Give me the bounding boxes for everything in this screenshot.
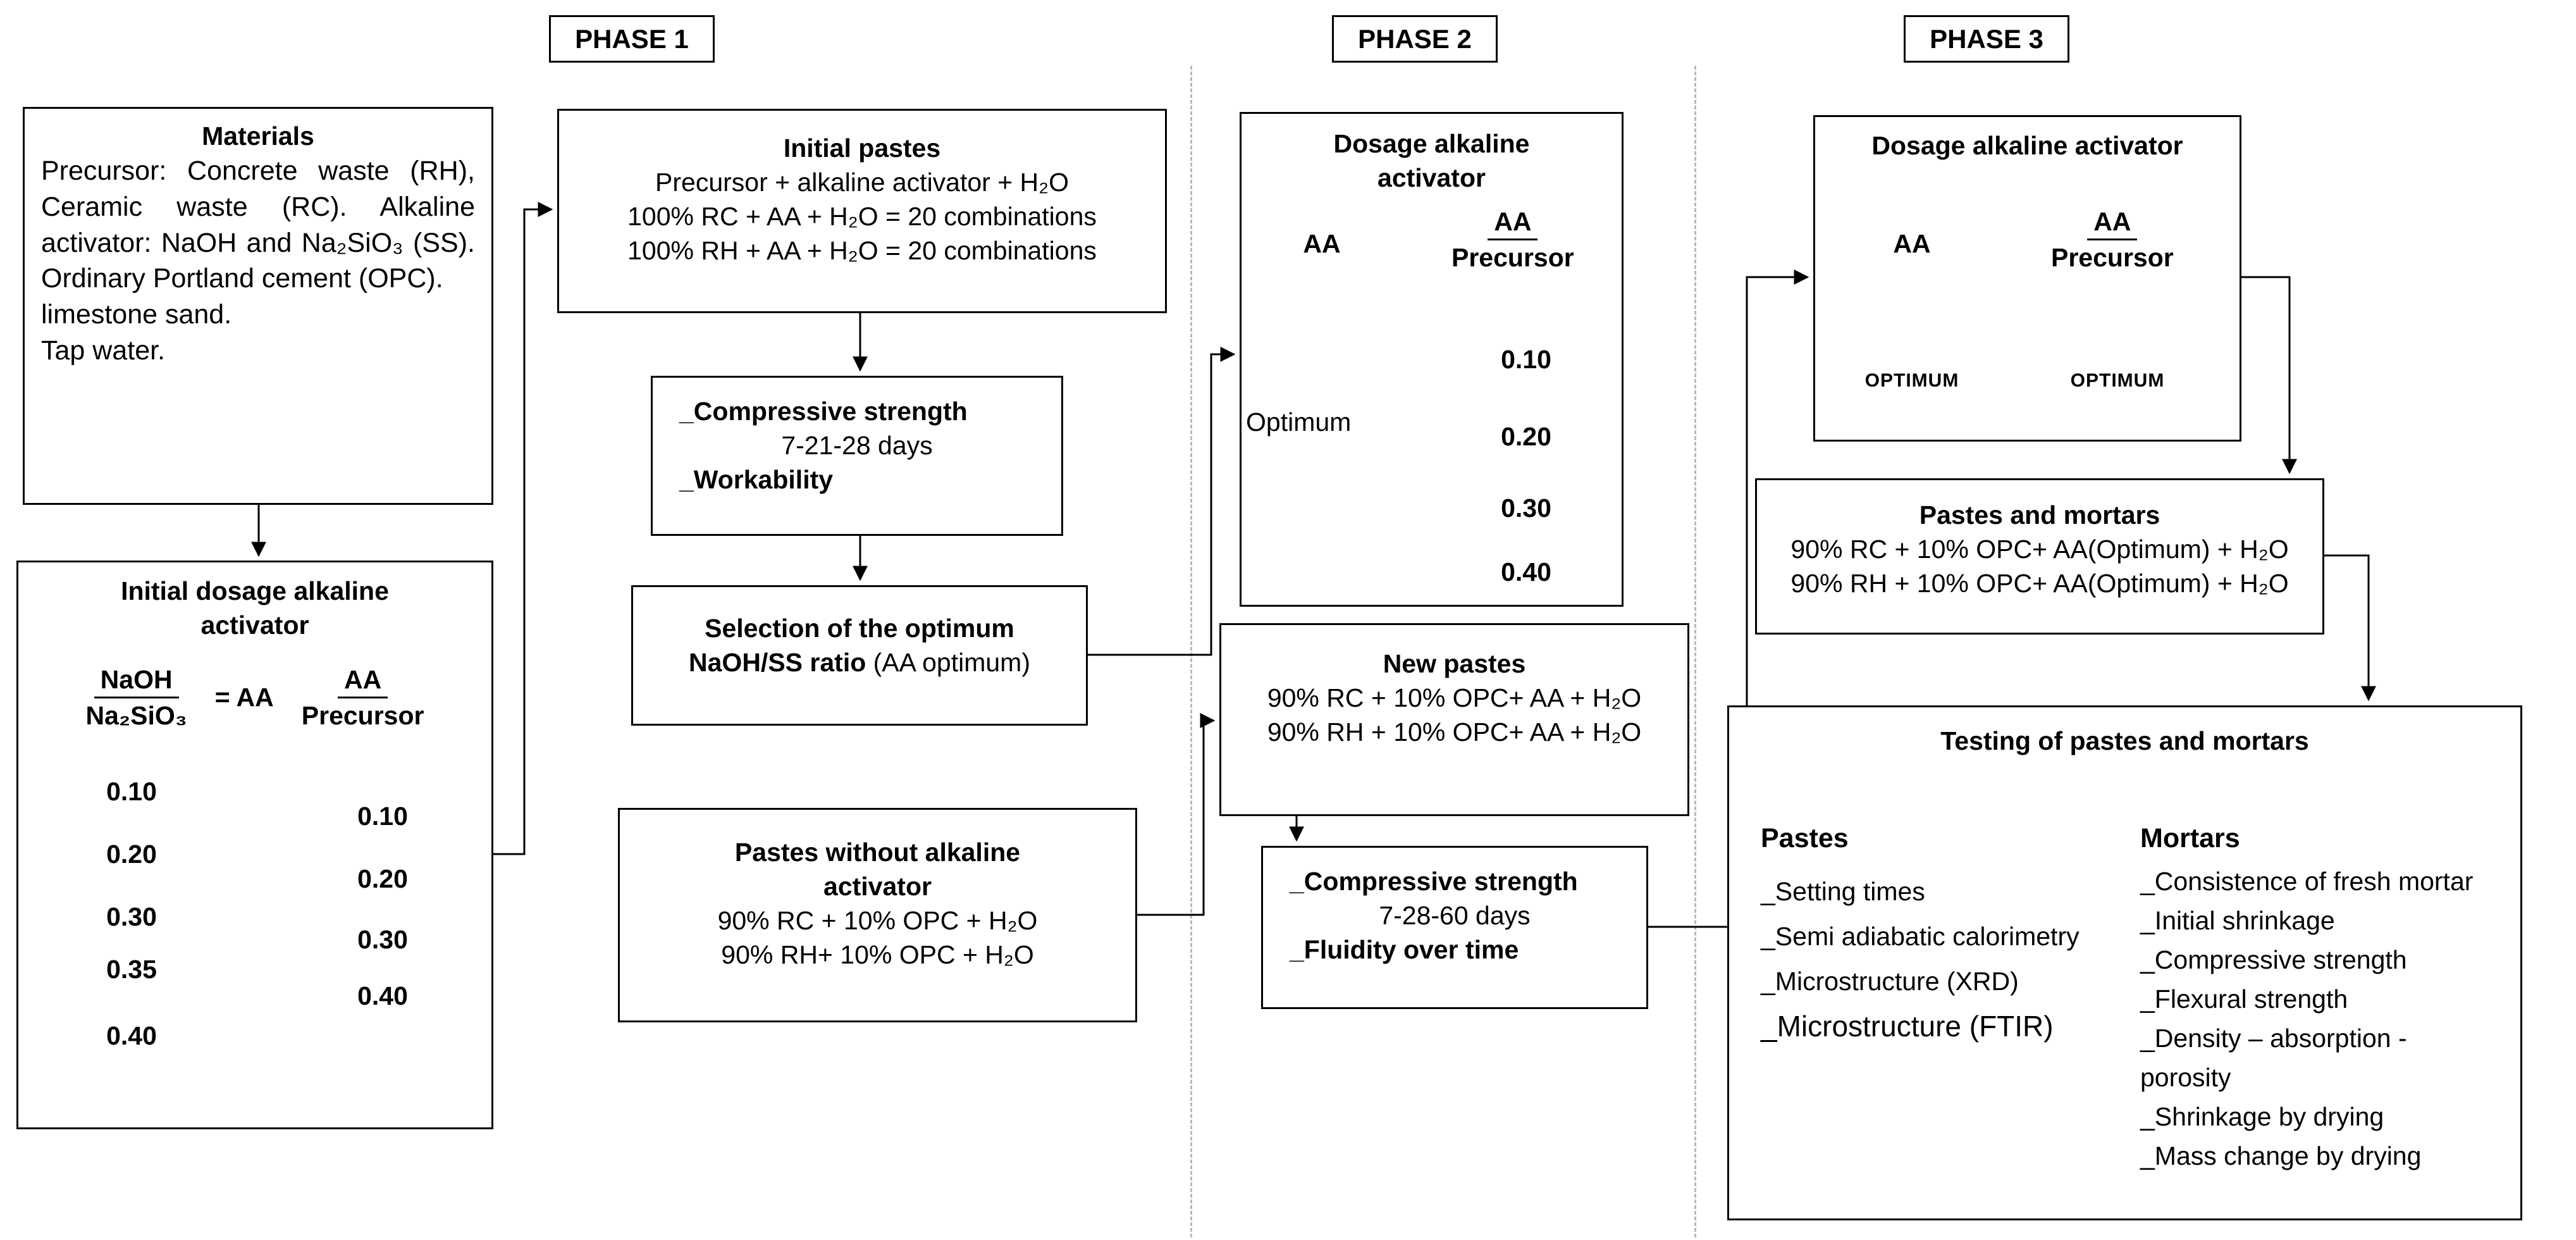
fraction-numerator: AA [2087,206,2137,240]
pastes-without-activator-box [618,808,1137,1022]
ratio-value: 0.10 [357,802,408,831]
text-line: 90% RH + 10% OPC+ AA(Optimum) + H₂O [1790,569,2289,598]
dosage3-optimum-label-ratio: OPTIMUM [2070,370,2165,391]
fraction-aa-precursor [1451,206,1574,273]
text-line: 100% RC + AA + H₂O = 20 combinations [627,202,1097,231]
strength1-box [651,376,1063,536]
new-pastes-title: New pastes [1383,649,1526,678]
testing-mortars-column [2140,821,2485,1175]
testing-mortars-items [2140,862,2485,1175]
selection-line1: Selection of the optimum [705,614,1014,643]
ratio-value: 0.35 [106,955,157,984]
formula-equals-aa: = AA [214,683,274,712]
testing-pastes-header: Pastes [1761,823,1849,853]
pastes-without-title: Pastes without alkaline activator [734,838,1021,901]
new-pastes-box [1219,623,1689,816]
phase2-header-text: PHASE 2 [1358,23,1472,54]
dosage3-optimum-label-aa: OPTIMUM [1864,370,1959,391]
phase2-header [1332,15,1498,63]
testing-item: _Mass change by drying [2140,1141,2422,1170]
testing-item: _Setting times [1761,877,1925,906]
fraction-naoh-na2sio3 [86,664,187,731]
text-line: 90% RC + 10% OPC+ AA + H₂O [1267,683,1642,712]
testing-item: _Semi adiabatic calorimetry [1761,922,2080,951]
materials-body-text: Precursor: Concrete waste (RH), Ceramic waste (RC). Alkaline activator: NaOH and Na₂SiO₃ (SS). Ordinary Portland cement (OPC). [41,156,475,294]
fraction-denominator: Na₂SiO₃ [85,701,187,730]
testing-item: _Shrinkage by drying [2140,1102,2384,1131]
ratio-value: 0.10 [106,777,157,806]
dosage2-optimum-label: Optimum [1246,407,1352,437]
testing-item: _Initial shrinkage [2140,906,2335,935]
arrow-pastes-mortars-to-testing [2324,555,2369,700]
selection-line2 [633,645,1086,679]
testing-title: Testing of pastes and mortars [1940,726,2309,755]
ratio-value: 0.20 [1501,422,1551,451]
dosage3-aa-label: AA [1893,229,1931,258]
strength2-fluidity-line: _Fluidity over time [1290,935,1519,964]
testing-item: _Microstructure (FTIR) [1761,1010,2054,1043]
testing-item: _Microstructure (XRD) [1761,967,2019,996]
text-line: 90% RH + 10% OPC+ AA + H₂O [1267,717,1642,747]
arrow-pastes-without-to-new-pastes [1137,721,1214,915]
fraction-denominator: Precursor [2051,243,2174,272]
initial-pastes-title: Initial pastes [783,133,941,163]
text-line: Precursor + alkaline activator + H₂O [655,168,1069,197]
initial-pastes-box [557,109,1167,313]
dosage2-aa-precursor-fraction [1451,204,1574,273]
materials-box [23,107,493,505]
initial-dosage-title: Initial dosage alkaline activator [121,576,389,640]
ratio-value: 0.40 [106,1021,157,1050]
fraction-denominator: Precursor [301,701,424,730]
ratio-value: 0.40 [357,981,408,1010]
arrow-initial-dosage-to-initial-pastes [493,209,552,854]
materials-title: Materials [202,121,314,151]
pastes-without-lines [620,903,1135,972]
text-line: 90% RH+ 10% OPC + H₂O [721,940,1034,969]
strength2-box [1261,846,1648,1009]
ratio-value: 0.40 [1501,557,1551,586]
pastes-mortars-title: Pastes and mortars [1919,500,2160,530]
arrow-selection-to-dosage2 [1088,354,1234,655]
testing-mortars-header: Mortars [2140,823,2240,853]
strength1-days-line: 7-21-28 days [781,431,933,460]
phase-separator-1 [1190,66,1192,1237]
phase3-header [1904,15,2069,63]
testing-columns [1729,821,2520,1175]
strength2-compressive-line: _Compressive strength [1290,867,1578,896]
text-line: 100% RH + AA + H₂O = 20 combinations [627,236,1097,265]
strength2-days-line: 7-28-60 days [1379,901,1531,930]
materials-limestone-line: limestone sand. [41,299,232,330]
testing-item: _Density – absorption - porosity [2140,1024,2407,1092]
fraction-numerator: AA [338,664,388,698]
initial-pastes-lines [559,165,1165,268]
dosage3-aa-precursor-fraction [2051,204,2174,273]
phase1-header-text: PHASE 1 [575,23,689,54]
pastes-and-mortars-box [1755,478,2324,635]
materials-tapwater-line: Tap water. [41,335,165,366]
testing-pastes-items [1761,869,2140,1049]
ratio-value: 0.10 [1501,345,1551,374]
dosage3-title: Dosage alkaline activator [1871,131,2183,160]
dosage2-title: Dosage alkaline activator [1333,129,1530,192]
strength1-workability-line: _Workability [679,465,834,494]
testing-item: _Flexural strength [2140,984,2348,1014]
ratio-value: 0.30 [106,902,157,931]
fraction-aa-precursor [2051,206,2174,273]
strength1-compressive-line: _Compressive strength [679,397,968,426]
ratio-value: 0.20 [106,840,157,869]
fraction-numerator: NaOH [94,664,179,698]
aa-ratio-formula [18,664,491,731]
fraction-denominator: Precursor [1451,243,1574,272]
selection-line2-normal: (AA optimum) [866,648,1030,677]
phase1-header [549,15,715,63]
testing-item: _Compressive strength [2140,945,2407,974]
testing-box [1727,705,2522,1220]
testing-pastes-column [1761,821,2140,1175]
dosage2-aa-label: AA [1303,229,1341,258]
text-line: 90% RC + 10% OPC + H₂O [717,906,1038,935]
new-pastes-lines [1221,681,1687,749]
ratio-value: 0.30 [357,925,408,954]
text-line: 90% RC + 10% OPC+ AA(Optimum) + H₂O [1790,535,2289,564]
ratio-value: 0.30 [1501,493,1551,523]
selection-optimum-box [631,585,1088,726]
fraction-aa-precursor [302,664,424,731]
pastes-mortars-lines [1757,532,2322,600]
arrow-dosage3-to-pastes-mortars [2241,277,2289,473]
testing-item: _Consistence of fresh mortar [2140,867,2474,896]
selection-line2-bold: NaOH/SS ratio [689,648,866,677]
phase3-header-text: PHASE 3 [1930,23,2043,54]
phase-separator-2 [1694,66,1696,1237]
fraction-numerator: AA [1488,206,1538,240]
ratio-value: 0.20 [357,864,408,893]
